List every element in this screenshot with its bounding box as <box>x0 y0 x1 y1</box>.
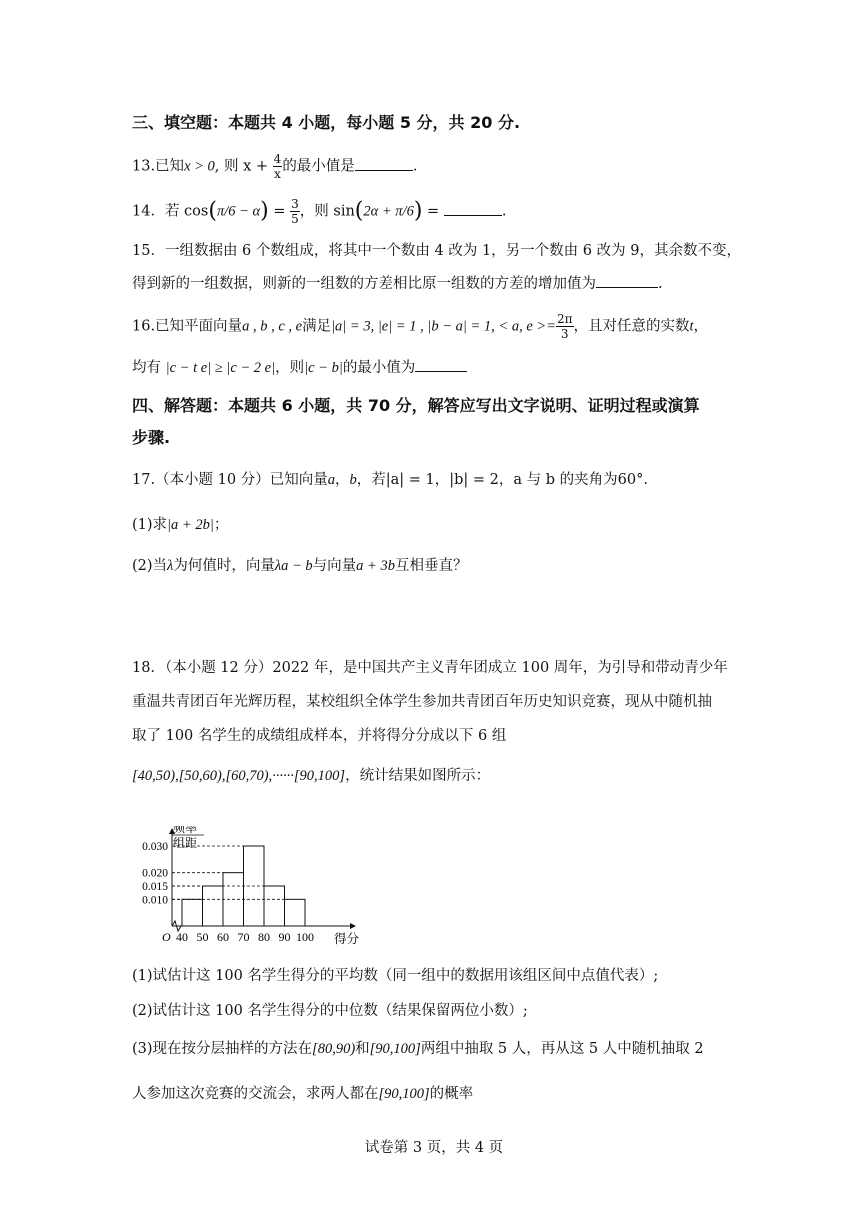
question-17-part2: (2)当λ为何值时，向量λa − b与向量a + 3b互相垂直？ <box>132 558 468 574</box>
question-15-line2: 得到新的一组数据，则新的一组数的方差相比原一组数的方差的增加值为 . <box>132 273 663 294</box>
answer-blank[interactable] <box>596 273 658 288</box>
question-18-line2: 重温共青团百年光辉历程，某校组织全体学生参加共青团百年历史知识竞赛，现从中随机抽 <box>132 694 712 710</box>
x-tick-label: 70 <box>237 930 250 944</box>
histogram-bar <box>285 899 306 926</box>
x-tick-label: 100 <box>296 930 314 944</box>
x-tick-label: 80 <box>258 930 270 944</box>
question-18-part1: (1)试估计这 100 名学生得分的平均数（同一组中的数据用该组区间中点值代表）; <box>132 968 659 984</box>
x-tick-label: 40 <box>176 930 188 944</box>
y-tick-label: 0.015 <box>142 881 168 893</box>
question-17-part1: (1)求|a + 2b|； <box>132 517 229 533</box>
question-18-line1: 18．（本小题 12 分）2022 年，是中国共产主义青年团成立 100 周年，为引导和带动青少年 <box>132 660 728 676</box>
page-footer: 试卷第 3 页，共 4 页 <box>364 1140 504 1156</box>
answer-blank[interactable] <box>444 201 502 216</box>
section3-heading: 三、填空题：本题共 4 小题，每小题 5 分，共 20 分. <box>132 113 521 132</box>
y-label-top: 频率 <box>173 826 198 835</box>
x-axis-arrow <box>350 923 356 929</box>
question-18-part2: (2)试估计这 100 名学生得分的中位数（结果保留两位小数）; <box>132 1003 528 1019</box>
histogram-svg <box>128 826 378 956</box>
question-14: 14．若 cos(π/6 − α) = $\frac{3}{5}$ ，则 sin(2α + π/6) = . <box>132 197 507 226</box>
question-17: 17.（本小题 10 分）已知向量a，b，若|a| = 1，|b| = 2，a 与 b 的夹角为60°. <box>132 472 648 488</box>
y-label-bottom: 组距 <box>173 836 198 850</box>
question-18-line3: 取了 100 名学生的成绩组成样本，并将得分分成以下 6 组 <box>132 728 507 744</box>
histogram-bar <box>203 886 224 926</box>
question-13: 13.已知x > 0, 则 x + $\frac{4}{x}$ 的最小值是 . <box>132 152 418 181</box>
histogram-bar <box>264 886 285 926</box>
histogram-bar <box>182 899 203 926</box>
question-16-line2: 均有 |c − t e| ≥ |c − 2 e|，则|c − b|的最小值为 <box>132 357 467 378</box>
y-tick-label: 0.010 <box>142 894 168 907</box>
question-18-part3-line2: 人参加这次竞赛的交流会，求两人都在[90,100]的概率 <box>132 1086 474 1102</box>
origin-label: O <box>162 930 171 944</box>
x-tick-label: 50 <box>196 930 209 944</box>
x-tick-label: 60 <box>217 930 229 944</box>
answer-blank[interactable] <box>415 357 467 372</box>
frequency-histogram <box>128 826 378 960</box>
answer-blank[interactable] <box>355 156 413 171</box>
question-15-line1: 15．一组数据由 6 个数组成，将其中一个数由 4 改为 1，另一个数由 6 改为 9，其余数不变， <box>132 243 741 259</box>
question-18-part3: (3)现在按分层抽样的方法在[80,90)和[90,100]两组中抽取 5 人，再从这 5 人中随机抽取 2 <box>132 1041 704 1057</box>
y-tick-label: 0.030 <box>142 841 168 853</box>
section4-heading-line1: 四、解答题：本题共 6 小题，共 70 分，解答应写出文字说明、证明过程或演算 <box>132 396 700 415</box>
x-tick-label: 90 <box>278 930 291 944</box>
x-axis-label: 得分 <box>334 932 360 946</box>
section4-heading-line2: 步骤. <box>132 428 171 447</box>
y-tick-label: 0.020 <box>142 867 168 880</box>
question-16-line1: 16.已知平面向量a , b , c , e满足|a| = 3, |e| = 1 , |b − a| = 1, < a, e >= $\frac{2\pi}{3}$ ，且对任意的实数t， <box>132 312 709 341</box>
question-18-line4: [40,50),[50,60),[60,70),······[90,100]，统计结果如图所示： <box>132 768 491 784</box>
